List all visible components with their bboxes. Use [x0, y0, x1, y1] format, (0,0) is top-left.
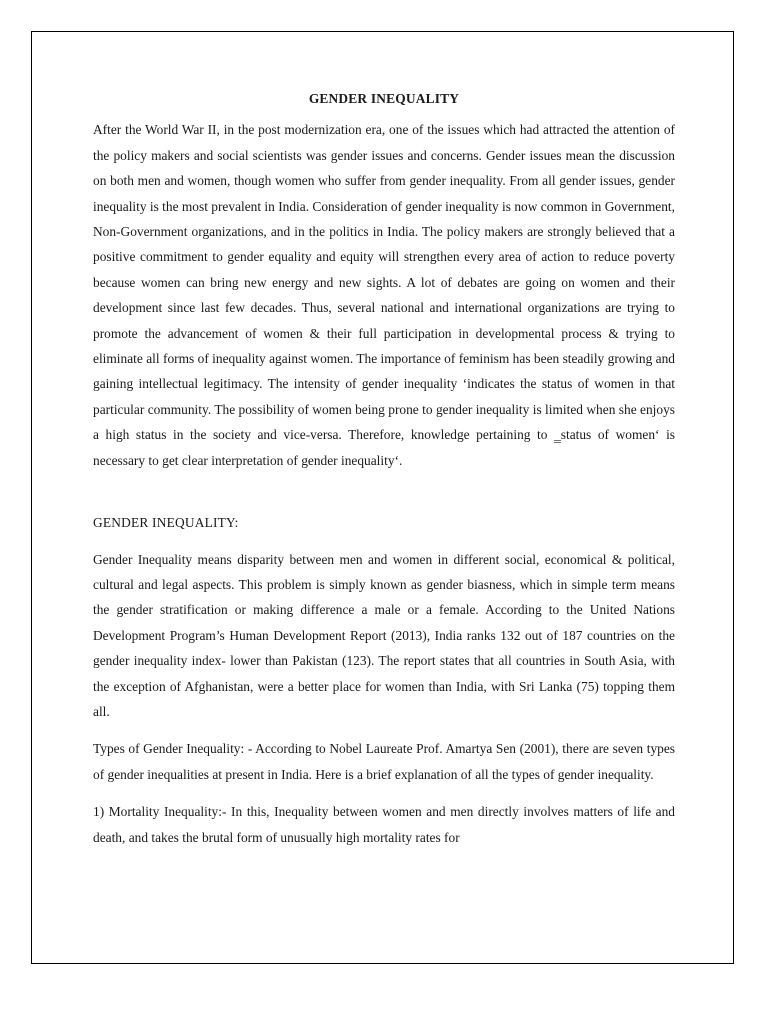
section-heading: GENDER INEQUALITY:	[93, 515, 239, 531]
paragraph-spacer	[93, 787, 675, 799]
definition-paragraph: Gender Inequality means disparity between men and women in different social, economical & political, cultural and legal aspects. This problem is simply known as gender biasness, which in simple term means the gender stratification or making difference a male or a female. According to the United Nations Development Program’s Human Development Report (2013), India ranks 132 out of 187 countries on the gender inequality index- lower than Pakistan (123). The report states that all countries in South Asia, with the exception of Afghanistan, were a better place for women than India, with Sri Lanka (75) topping them all.	[93, 551, 675, 719]
intro-paragraph: After the World War II, in the post modernization era, one of the issues which had attracted the attention of the policy makers and social scientists was gender issues and concerns. Gender issues mean the discussion on both men and women, though women who suffer from gender inequality. From all gender issues, gender inequality is the most prevalent in India. Consideration of gender inequality is now common in Government, Non-Government organizations, and in the politics in India. The policy makers are strongly believed that a positive commitment to gender equality and equity will strengthen every area of action to reduce poverty because women can bring new energy and new sights. A lot of debates are going on women and their development since last few decades. Thus, several national and international organizations are trying to promote the advancement of women & their full participation in developmental process & trying to eliminate all forms of inequality against women. The importance of feminism has been steadily growing and gaining intellectual legitimacy. The intensity of gender inequality ‘indicates the status of women in that particular community. The possibility of women being prone to gender inequality is limited when she enjoys a high status in the society and vice-versa. Therefore, knowledge pertaining to ‗status of women‘ is necessary to get clear interpretation of gender inequality‘.	[93, 122, 676, 468]
document-title: GENDER INEQUALITY	[308, 91, 460, 106]
mortality-paragraph: 1) Mortality Inequality:- In this, Inequality between women and men directly involves matters of life and death, and takes the brutal form of unusually high mortality rates for	[93, 804, 675, 845]
document-content	[93, 86, 675, 850]
types-paragraph: Types of Gender Inequality: - According to Nobel Laureate Prof. Amartya Sen (2001), there are seven types of gender inequalities at present in India. Here is a brief explanation of all the types of gender inequality.	[93, 741, 675, 782]
paragraph-spacer	[93, 724, 675, 736]
document-page	[31, 31, 734, 964]
section-spacer	[93, 473, 675, 510]
